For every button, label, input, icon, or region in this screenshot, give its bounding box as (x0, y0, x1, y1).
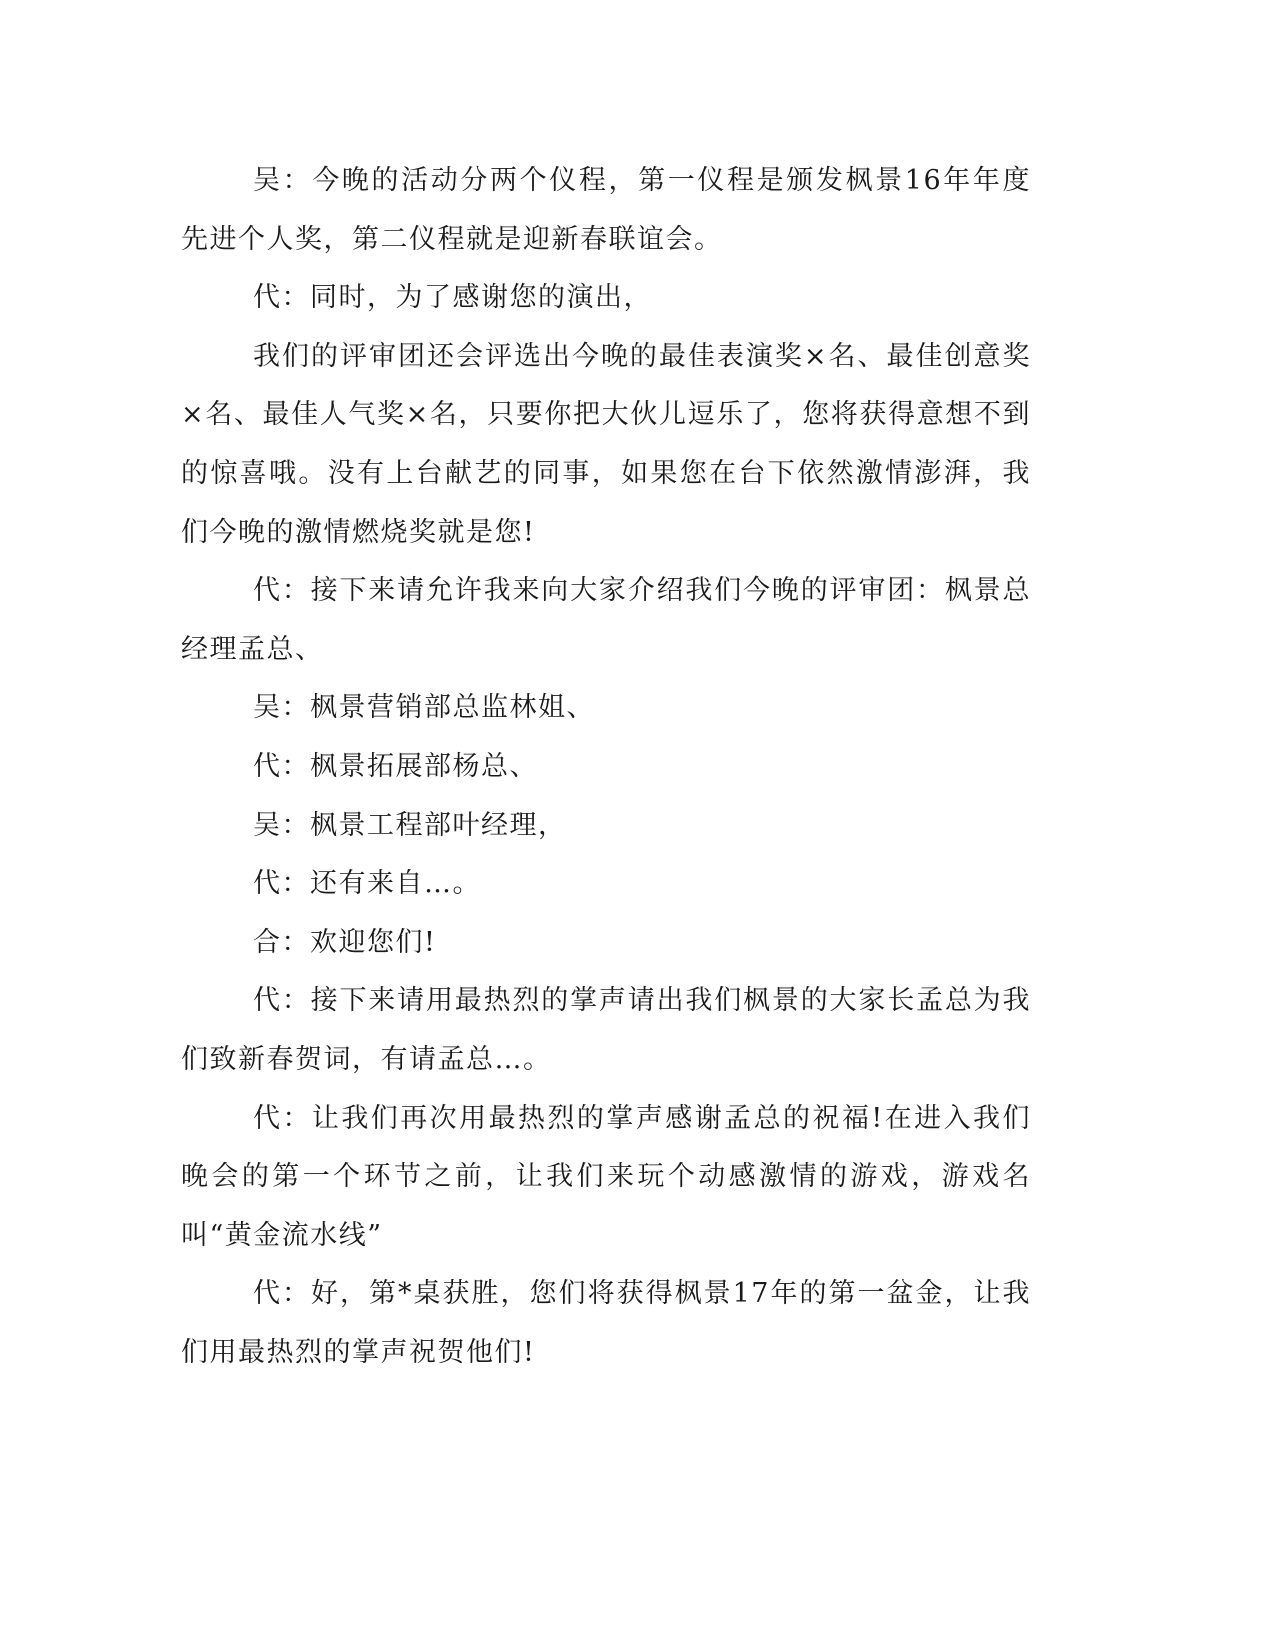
paragraph-9: 合：欢迎您们! (253, 926, 437, 958)
paragraph-2: 代：同时，为了感谢您的演出， (253, 282, 652, 314)
paragraph-6: 代：枫景拓展部杨总、 (253, 750, 538, 782)
paragraph-11: 代：让我们再次用最热烈的掌声感谢孟总的祝福!在进入我们晚会的第一个环节之前，让我们来玩个动感激情的游戏，游戏名叫“黄金流水线” (181, 1102, 1031, 1251)
paragraph-7: 吴：枫景工程部叶经理， (253, 809, 567, 841)
paragraph-3: 我们的评审团还会评选出今晚的最佳表演奖×名、最佳创意奖×名、最佳人气奖×名，只要你把大伙儿逗乐了，您将获得意想不到的惊喜哦。没有上台献艺的同事，如果您在台下依然激情澎湃，我们今晚的激情燃烧奖就是您! (181, 340, 1031, 548)
paragraph-4: 代：接下来请允许我来向大家介绍我们今晚的评审团：枫景总经理孟总、 (181, 575, 1031, 665)
paragraph-8: 代：还有来自…。 (253, 868, 481, 900)
paragraph-5: 吴：枫景营销部总监林姐、 (253, 692, 595, 724)
paragraph-12: 代：好，第*桌获胜，您们将获得枫景17年的第一盆金，让我们用最热烈的掌声祝贺他们! (181, 1278, 1031, 1368)
paragraph-1: 吴：今晚的活动分两个仪程，第一仪程是颁发枫景16年年度先进个人奖，第二仪程就是迎新春联谊会。 (181, 165, 1031, 255)
document-body (181, 152, 1031, 1382)
paragraph-10: 代：接下来请用最热烈的掌声请出我们枫景的大家长孟总为我们致新春贺词，有请孟总…。 (181, 985, 1031, 1075)
